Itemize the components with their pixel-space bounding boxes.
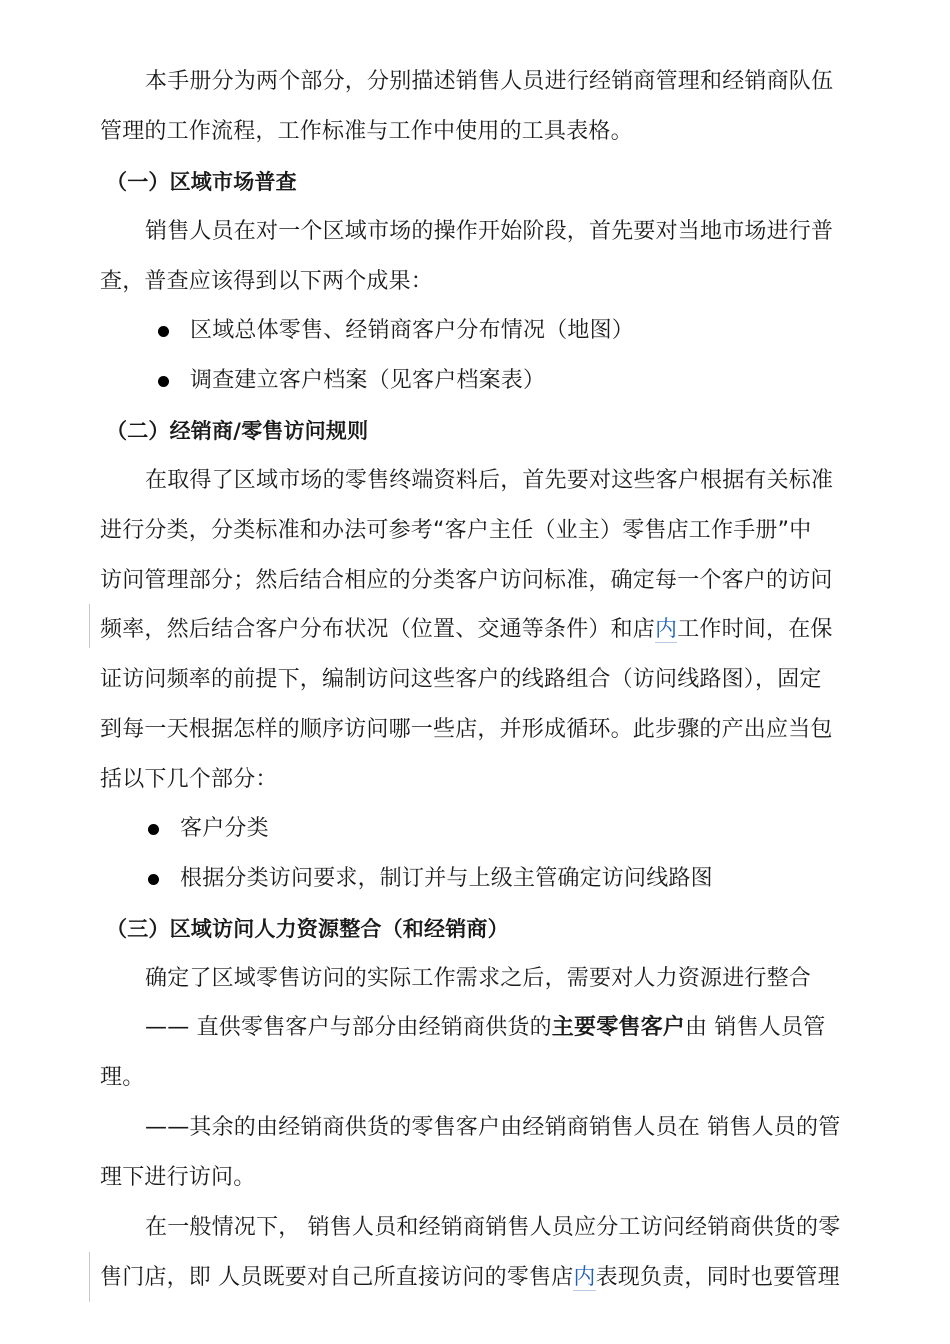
- section-3-paragraph-2-line-1: [145, 1013, 852, 1043]
- section-2-paragraph-line-6: 到每一天根据怎样的顺序访问哪一些店，并形成循环。此步骤的产出应当包: [100, 717, 833, 742]
- revised-character: 内: [655, 617, 678, 642]
- section-1-bullet-2: 调查建立客户档案（见客户档案表）: [190, 368, 546, 393]
- section-3-paragraph-1: 确定了区域零售访问的实际工作需求之后，需要对人力资源进行整合: [145, 966, 812, 991]
- line-4-text-b: 工作时间，在保: [677, 617, 833, 642]
- revision-margin-bar: [89, 604, 90, 648]
- section-3-heading: （三）区域访问人力资源整合（和经销商）: [106, 917, 509, 941]
- section-1-paragraph-line-2: 查，普查应该得到以下两个成果：: [100, 269, 434, 294]
- intro-line-2: 管理的工作流程，工作标准与工作中使用的工具表格。: [100, 119, 633, 144]
- section-3-paragraph-3-line-1: ——其余的由经销商供货的零售客户由经销商销售人员在 销售人员的管: [145, 1115, 841, 1140]
- section-2-paragraph-line-4: [100, 615, 852, 645]
- bullet-dot: [148, 874, 159, 885]
- section-3-paragraph-3-line-2: 理下进行访问。: [100, 1165, 256, 1190]
- section-3-paragraph-2-line-2: 理。: [100, 1065, 145, 1090]
- intro-line-1: 本手册分为两个部分，分别描述销售人员进行经销商管理和经销商队伍: [145, 69, 834, 94]
- section-2-paragraph-line-3: 访问管理部分；然后结合相应的分类客户访问标准，确定每一个客户的访问: [100, 568, 833, 593]
- section-2-paragraph-line-1: 在取得了区域市场的零售终端资料后，首先要对这些客户根据有关标准: [145, 468, 834, 493]
- section-2-bullet-1: 客户分类: [180, 816, 269, 841]
- para-4-text-b: 表现负责，同时也要管理: [595, 1265, 840, 1290]
- bullet-dot: [158, 326, 169, 337]
- bullet-dot: [158, 376, 169, 387]
- para-2-text-a: —— 直供零售客户与部分由经销商供货的: [145, 1015, 552, 1040]
- section-2-heading: （二）经销商/零售访问规则: [106, 419, 369, 443]
- revised-character: 内: [573, 1265, 596, 1290]
- line-4-text-a: 频率，然后结合客户分布状况（位置、交通等条件）和店: [100, 617, 656, 642]
- para-2-text-b: 由 销售人员管: [685, 1015, 826, 1040]
- section-3-paragraph-4-line-1: 在一般情况下， 销售人员和经销商销售人员应分工访问经销商供货的零: [145, 1215, 841, 1240]
- section-1-bullet-1: 区域总体零售、经销商客户分布情况（地图）: [190, 318, 635, 343]
- section-1-paragraph-line-1: 销售人员在对一个区域市场的操作开始阶段，首先要对当地市场进行普: [145, 219, 834, 244]
- para-4-text-a: 售门店，即 人员既要对自己所直接访问的零售店: [100, 1265, 574, 1290]
- bullet-dot: [148, 824, 159, 835]
- section-2-paragraph-line-5: 证访问频率的前提下，编制访问这些客户的线路组合（访问线路图），固定: [100, 667, 822, 692]
- section-2-paragraph-line-2: 进行分类，分类标准和办法可参考“客户主任（业主）零售店工作手册”中: [100, 518, 812, 543]
- section-1-heading: （一）区域市场普查: [106, 170, 297, 194]
- section-2-bullet-2: 根据分类访问要求，制订并与上级主管确定访问线路图: [180, 866, 713, 891]
- section-2-paragraph-line-7: 括以下几个部分：: [100, 767, 278, 792]
- section-3-paragraph-4-line-2: [100, 1263, 852, 1293]
- revision-margin-bar: [89, 1252, 90, 1302]
- para-2-bold-text: 主要零售客户: [551, 1015, 685, 1040]
